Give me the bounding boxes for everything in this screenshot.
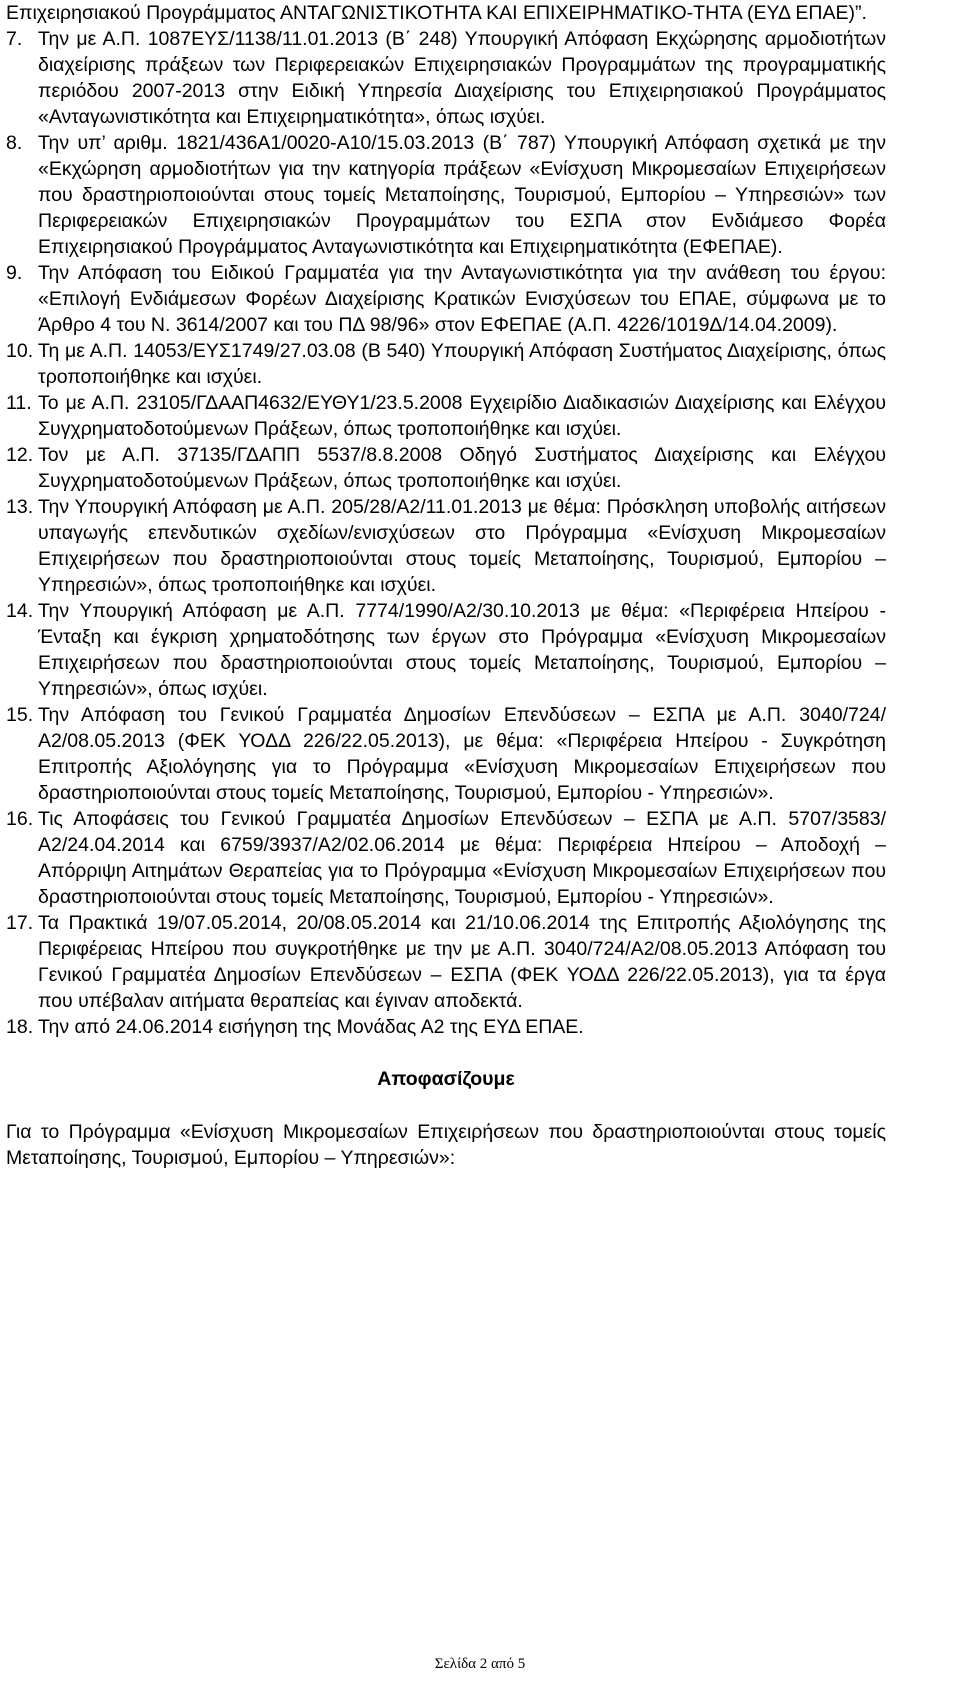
list-text: Την Υπουργική Απόφαση με Α.Π. 7774/1990/Α2/30.10.2013 με θέμα: «Περιφέρεια Ηπείρου - Ένταξη και έγκριση χρηματοδότησης των έργων στο Πρόγραμμα «Ενίσχυση Μικρομεσαίων Επιχειρήσεων που δραστηριοποιούνται στους τομείς Μεταποίησης, Τουρισμού, Εμπορίου – Υπηρεσιών», όπως ισχύει. [38,600,886,700]
list-item-16 [6,806,886,910]
list-item-11 [6,390,886,442]
closing-paragraph: Για το Πρόγραμμα «Ενίσχυση Μικρομεσαίων Επιχειρήσεων που δραστηριοποιούνται στους τομείς Μεταποίησης, Τουρισμού, Εμπορίου – Υπηρεσιών»: [6,1121,886,1169]
list-item-15 [6,702,886,806]
list-item-10 [6,338,886,390]
list-number: 12. [6,444,34,466]
list-number: 9. [6,262,23,284]
list-text: Τα Πρακτικά 19/07.05.2014, 20/08.05.2014 και 21/10.06.2014 της Επιτροπής Αξιολόγησης της Περιφέρειας Ηπείρου που συγκροτήθηκε με την με Α.Π. 3040/724/Α2/08.05.2013 Απόφαση του Γενικού Γραμματέα Δημοσίων Επενδύσεων – ΕΣΠΑ (ΦΕΚ ΥΟΔΔ 226/22.05.2013), για τα έργα που υπέβαλαν αιτήματα θεραπείας και έγιναν αποδεκτά. [38,912,886,1012]
list-number: 11. [6,392,32,414]
list-text: Την με Α.Π. 1087ΕΥΣ/1138/11.01.2013 (Β΄ 248) Υπουργική Απόφαση Εκχώρησης αρμοδιοτήτων διαχείρισης πράξεων των Περιφερειακών Επιχειρησιακών Προγραμμάτων της προγραμματικής περιόδου 2007-2013 στην Ειδική Υπηρεσία Διαχείρισης του Επιχειρησιακού Προγράμματος «Ανταγωνιστικότητα και Επιχειρηματικότητα», όπως ισχύει. [38,28,886,128]
list-text: Την υπ’ αριθμ. 1821/436Α1/0020-Α10/15.03.2013 (Β΄ 787) Υπουργική Απόφαση σχετικά με την «Εκχώρηση αρμοδιοτήτων για την κατηγορία πράξεων «Ενίσχυση Μικρομεσαίων Επιχειρήσεων που δραστηριοποιούνται στους τομείς Μεταποίησης, Τουρισμού, Εμπορίου – Υπηρεσιών» των Περιφερειακών Επιχειρησιακών Προγραμμάτων του ΕΣΠΑ στον Ενδιάμεσο Φορέα Επιχειρησιακού Προγράμματος Ανταγωνιστικότητα και Επιχειρηματικότητα (ΕΦΕΠΑΕ). [38,132,886,258]
list-text: Τις Αποφάσεις του Γενικού Γραμματέα Δημοσίων Επενδύσεων – ΕΣΠΑ με Α.Π. 5707/3583/Α2/24.04.2014 και 6759/3937/Α2/02.06.2014 με θέμα: Περιφέρεια Ηπείρου – Αποδοχή – Απόρριψη Αιτημάτων Θεραπείας για το Πρόγραμμα «Ενίσχυση Μικρομεσαίων Επιχειρήσεων που δραστηριοποιούνται στους τομείς Μεταποίησης, Τουρισμού, Εμπορίου - Υπηρεσιών». [38,808,886,908]
list-text: Την Απόφαση του Γενικού Γραμματέα Δημοσίων Επενδύσεων – ΕΣΠΑ με Α.Π. 3040/724/Α2/08.05.2013 (ΦΕΚ ΥΟΔΔ 226/22.05.2013), με θέμα: «Περιφέρεια Ηπείρου - Συγκρότηση Επιτροπής Αξιολόγησης για το Πρόγραμμα «Ενίσχυση Μικρομεσαίων Επιχειρήσεων που δραστηριοποιούνται στους τομείς Μεταποίησης, Τουρισμού, Εμπορίου - Υπηρεσιών». [38,704,886,804]
list-item-14 [6,598,886,702]
list-number: 17. [6,912,34,934]
page-footer: Σελίδα 2 από 5 [434,1656,526,1672]
list-item-7 [6,26,886,130]
list-number: 15. [6,704,34,726]
list-item-8 [6,130,886,260]
list-number: 8. [6,132,23,154]
list-text: Την Απόφαση του Ειδικού Γραμματέα για την Ανταγωνιστικότητα για την ανάθεση του έργου: «Επιλογή Ενδιάμεσων Φορέων Διαχείρισης Κρατικών Ενισχύσεων του ΕΠΑΕ, σύμφωνα με το Άρθρο 4 του Ν. 3614/2007 και του ΠΔ 98/96» στον ΕΦΕΠΑΕ (Α.Π. 4226/1019Δ/14.04.2009). [38,262,886,336]
list-text: Το με Α.Π. 23105/ΓΔΑΑΠ4632/ΕΥΘΥ1/23.5.2008 Εγχειρίδιο Διαδικασιών Διαχείρισης και Ελέγχου Συγχρηματοδοτούμενων Πράξεων, όπως τροποποιήθηκε και ισχύει. [38,392,886,440]
list-text: Τη με Α.Π. 14053/ΕΥΣ1749/27.03.08 (Β 540) Υπουργική Απόφαση Συστήματος Διαχείρισης, όπως τροποποιήθηκε και ισχύει. [38,340,886,388]
list-item-17 [6,910,886,1014]
list-item-18 [6,1014,886,1040]
list-item-continuation: Επιχειρησιακού Προγράμματος ΑΝΤΑΓΩΝΙΣΤΙΚΟΤΗΤΑ ΚΑΙ ΕΠΙΧΕΙΡΗΜΑΤΙΚΟ-ΤΗΤΑ (ΕΥΔ ΕΠΑΕ)”. [6,2,867,24]
list-number: 14. [6,600,34,622]
list-text: Τον με Α.Π. 37135/ΓΔΑΠΠ 5537/8.8.2008 Οδηγό Συστήματος Διαχείρισης και Ελέγχου Συγχρηματοδοτούμενων Πράξεων, όπως τροποποιήθηκε και ισχύει. [38,444,886,492]
list-number: 16. [6,808,34,830]
list-text: Την από 24.06.2014 εισήγηση της Μονάδας Α2 της ΕΥΔ ΕΠΑΕ. [38,1016,584,1038]
list-item-12 [6,442,886,494]
list-item-9 [6,260,886,338]
list-number: 13. [6,496,34,518]
list-number: 18. [6,1016,34,1038]
list-number: 7. [6,28,23,50]
list-number: 10. [6,340,34,362]
decision-heading: Αποφασίζουμε [377,1068,515,1090]
list-text: Την Υπουργική Απόφαση με Α.Π. 205/28/Α2/11.01.2013 με θέμα: Πρόσκληση υποβολής αιτήσεων υπαγωγής επενδυτικών σχεδίων/ενισχύσεων στο Πρόγραμμα «Ενίσχυση Μικρομεσαίων Επιχειρήσεων που δραστηριοποιούνται στους τομείς Μεταποίησης, Τουρισμού, Εμπορίου – Υπηρεσιών», όπως τροποποιήθηκε και ισχύει. [38,496,886,596]
list-item-13 [6,494,886,598]
document-body [6,0,886,1171]
